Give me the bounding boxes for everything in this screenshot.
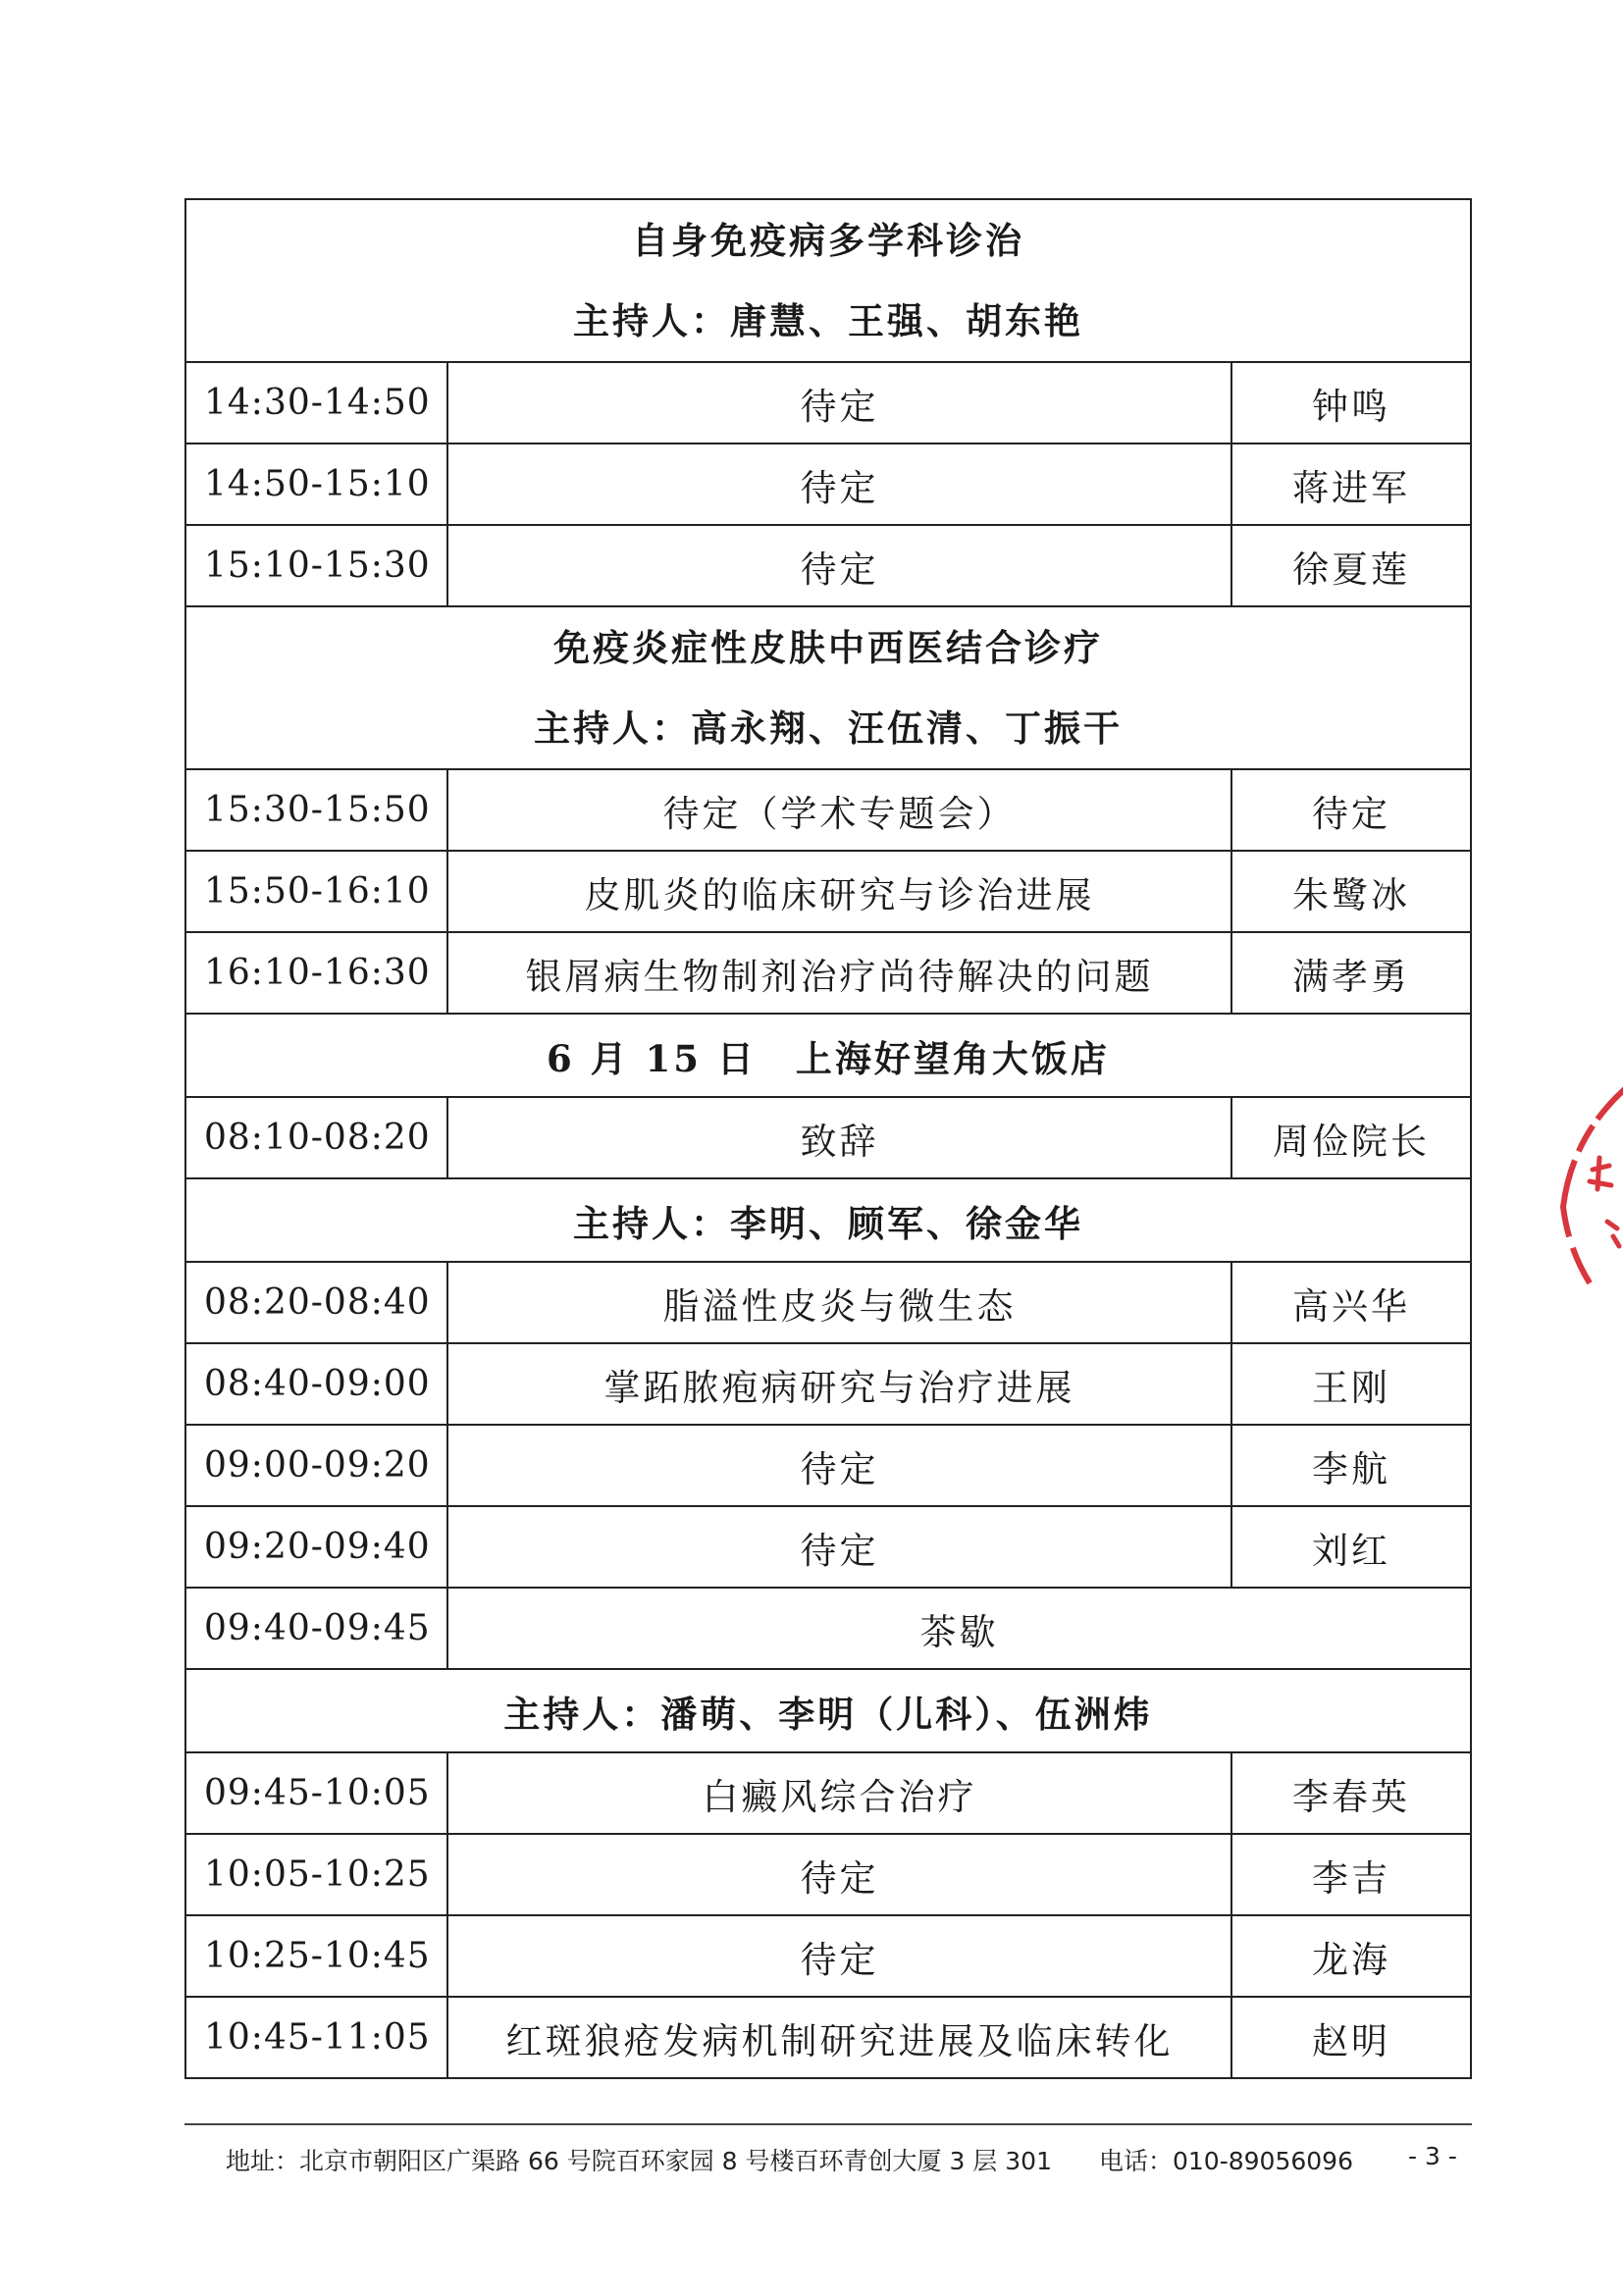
session-header-row xyxy=(185,606,1471,769)
session-hosts: 主持人：李明、顾军、徐金华 xyxy=(185,1178,1471,1262)
table-row xyxy=(185,1097,1471,1178)
speaker-cell: 周俭院长 xyxy=(1231,1097,1471,1178)
session-title: 自身免疫病多学科诊治 xyxy=(632,219,1024,262)
time-cell: 09:00-09:20 xyxy=(185,1425,447,1506)
speaker-cell: 赵明 xyxy=(1231,1997,1471,2078)
speaker-cell: 李航 xyxy=(1231,1425,1471,1506)
session-hosts: 主持人：高永翔、汪伍清、丁振干 xyxy=(534,706,1123,750)
table-row xyxy=(185,1915,1471,1997)
topic-cell: 脂溢性皮炎与微生态 xyxy=(447,1262,1231,1343)
topic-cell: 致辞 xyxy=(447,1097,1231,1178)
time-cell: 10:25-10:45 xyxy=(185,1915,447,1997)
topic-cell: 待定 xyxy=(447,1915,1231,1997)
table-row xyxy=(185,851,1471,932)
speaker-cell: 李春英 xyxy=(1231,1752,1471,1834)
time-cell: 15:30-15:50 xyxy=(185,769,447,851)
time-cell: 16:10-16:30 xyxy=(185,932,447,1014)
table-row xyxy=(185,1506,1471,1588)
time-cell: 10:05-10:25 xyxy=(185,1834,447,1915)
time-cell: 08:40-09:00 xyxy=(185,1343,447,1425)
topic-cell: 待定 xyxy=(447,1506,1231,1588)
time-cell: 08:20-08:40 xyxy=(185,1262,447,1343)
table-row xyxy=(185,1752,1471,1834)
time-cell: 08:10-08:20 xyxy=(185,1097,447,1178)
table-row xyxy=(185,1997,1471,2078)
time-cell: 09:45-10:05 xyxy=(185,1752,447,1834)
table-row xyxy=(185,444,1471,525)
speaker-cell: 龙海 xyxy=(1231,1915,1471,1997)
schedule-table xyxy=(184,198,1472,2079)
speaker-cell: 钟鸣 xyxy=(1231,362,1471,444)
day-header: 6 月 15 日 上海好望角大饭店 xyxy=(185,1014,1471,1097)
speaker-cell: 待定 xyxy=(1231,769,1471,851)
footer-address: 地址：北京市朝阳区广渠路 66 号院百环家园 8 号楼百环青创大厦 3 层 301 xyxy=(226,2147,1052,2175)
time-cell: 15:10-15:30 xyxy=(185,525,447,606)
topic-cell: 待定 xyxy=(447,1834,1231,1915)
session-header-row xyxy=(185,199,1471,362)
time-cell: 15:50-16:10 xyxy=(185,851,447,932)
day-header-row xyxy=(185,1014,1471,1097)
table-row xyxy=(185,1262,1471,1343)
topic-cell: 待定 xyxy=(447,1425,1231,1506)
topic-cell: 红斑狼疮发病机制研究进展及临床转化 xyxy=(447,1997,1231,2078)
time-cell: 09:40-09:45 xyxy=(185,1588,447,1669)
topic-cell: 待定 xyxy=(447,444,1231,525)
table-row xyxy=(185,769,1471,851)
speaker-cell: 李吉 xyxy=(1231,1834,1471,1915)
hosts-header-row xyxy=(185,1178,1471,1262)
red-seal-stamp xyxy=(1548,1060,1623,1354)
table-row xyxy=(185,362,1471,444)
speaker-cell: 刘红 xyxy=(1231,1506,1471,1588)
table-row xyxy=(185,932,1471,1014)
time-cell: 10:45-11:05 xyxy=(185,1997,447,2078)
topic-cell: 待定 xyxy=(447,525,1231,606)
session-hosts: 主持人：潘萌、李明（儿科）、伍洲炜 xyxy=(185,1669,1471,1752)
table-row xyxy=(185,525,1471,606)
speaker-cell: 蒋进军 xyxy=(1231,444,1471,525)
speaker-cell: 朱鹭冰 xyxy=(1231,851,1471,932)
speaker-cell: 王刚 xyxy=(1231,1343,1471,1425)
topic-cell: 白癜风综合治疗 xyxy=(447,1752,1231,1834)
topic-cell: 待定 xyxy=(447,362,1231,444)
time-cell: 14:30-14:50 xyxy=(185,362,447,444)
break-row xyxy=(185,1588,1471,1669)
time-cell: 14:50-15:10 xyxy=(185,444,447,525)
table-row xyxy=(185,1834,1471,1915)
page-number: - 3 - xyxy=(1408,2142,1457,2170)
footer-divider xyxy=(184,2123,1472,2125)
table-row xyxy=(185,1343,1471,1425)
speaker-cell: 高兴华 xyxy=(1231,1262,1471,1343)
break-cell: 茶歇 xyxy=(447,1588,1471,1669)
topic-cell: 皮肌炎的临床研究与诊治进展 xyxy=(447,851,1231,932)
hosts-header-row xyxy=(185,1669,1471,1752)
session-hosts: 主持人：唐慧、王强、胡东艳 xyxy=(573,299,1083,342)
table-row xyxy=(185,1425,1471,1506)
session-title: 免疫炎症性皮肤中西医结合诊疗 xyxy=(553,626,1103,669)
topic-cell: 待定（学术专题会） xyxy=(447,769,1231,851)
topic-cell: 掌跖脓疱病研究与治疗进展 xyxy=(447,1343,1231,1425)
time-cell: 09:20-09:40 xyxy=(185,1506,447,1588)
footer-phone: 电话：010-89056096 xyxy=(1099,2147,1353,2175)
speaker-cell: 满孝勇 xyxy=(1231,932,1471,1014)
speaker-cell: 徐夏莲 xyxy=(1231,525,1471,606)
topic-cell: 银屑病生物制剂治疗尚待解决的问题 xyxy=(447,932,1231,1014)
